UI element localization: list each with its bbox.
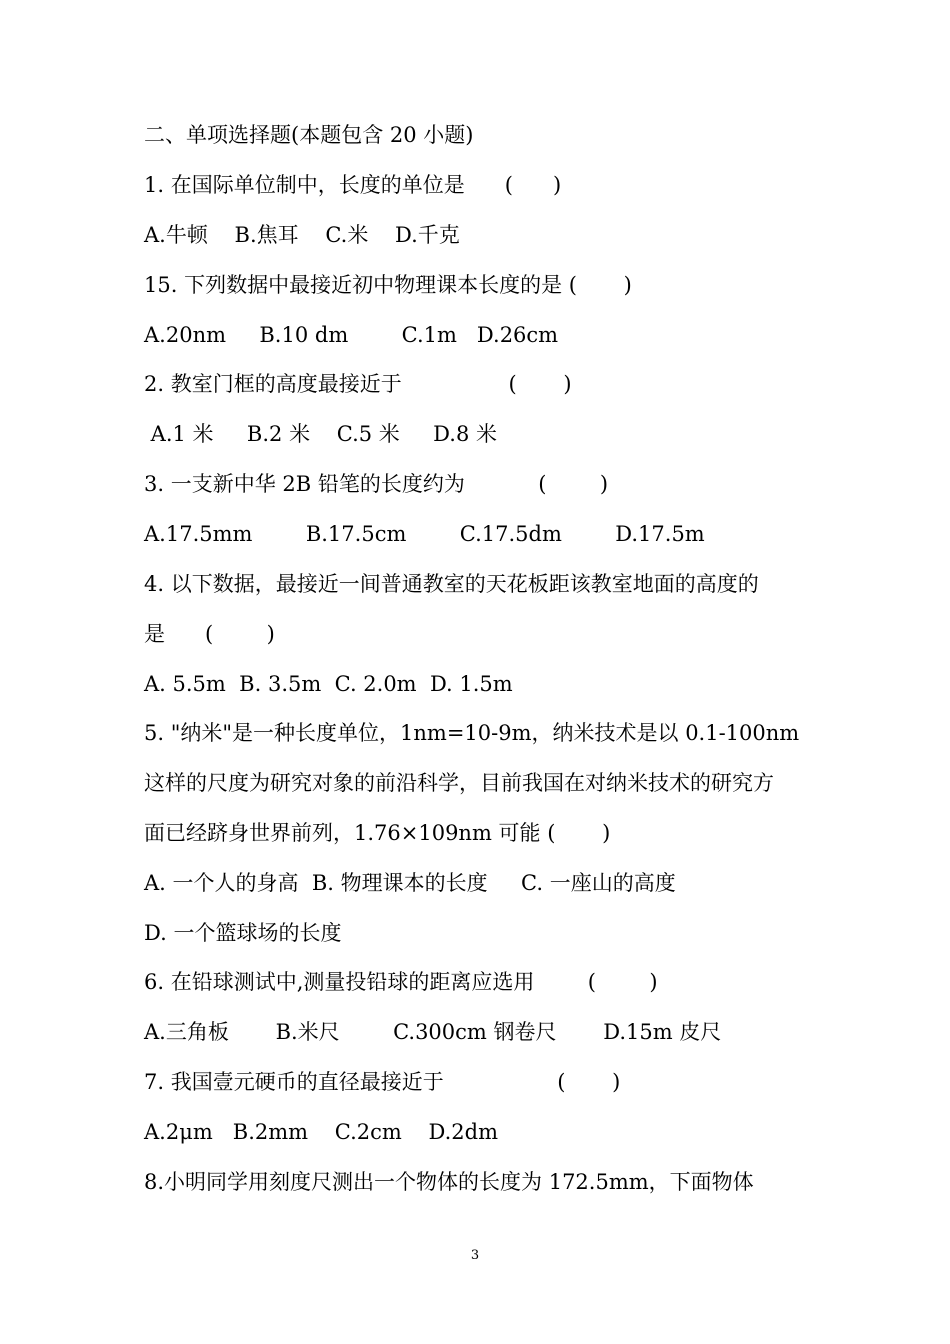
question-4: 4. 以下数据，最接近一间普通教室的天花板距该教室地面的高度的 <box>144 572 759 596</box>
question-1-options: A.牛顿 B.焦耳 C.米 D.千克 <box>144 223 460 247</box>
question-7: 7. 我国壹元硬币的直径最接近于 ( ) <box>144 1070 621 1094</box>
question-5-continued: 这样的尺度为研究对象的前沿科学，目前我国在对纳米技术的研究方 <box>144 771 774 795</box>
question-3: 3. 一支新中华 2B 铅笔的长度约为 ( ) <box>144 472 609 496</box>
question-5-option-d: D. 一个篮球场的长度 <box>144 921 342 945</box>
question-5: 5. "纳米"是一种长度单位，1nm=10-9m，纳米技术是以 0.1-100nm <box>144 721 800 745</box>
question-6-options: A.三角板 B.米尺 C.300cm 钢卷尺 D.15m 皮尺 <box>144 1020 722 1044</box>
question-4-options: A. 5.5m B. 3.5m C. 2.0m D. 1.5m <box>144 672 513 696</box>
question-2: 2. 教室门框的高度最接近于 ( ) <box>144 372 572 396</box>
question-15: 15. 下列数据中最接近初中物理课本长度的是 ( ) <box>144 273 632 297</box>
question-15-options: A.20nm B.10 dm C.1m D.26cm <box>144 323 559 347</box>
question-8: 8.小明同学用刻度尺测出一个物体的长度为 172.5mm，下面物体 <box>144 1170 754 1194</box>
question-2-options: A.1 米 B.2 米 C.5 米 D.8 米 <box>144 422 497 446</box>
question-5-options: A. 一个人的身高 B. 物理课本的长度 C. 一座山的高度 <box>144 871 676 895</box>
question-4-continued: 是 ( ) <box>144 622 275 646</box>
question-7-options: A.2μm B.2mm C.2cm D.2dm <box>144 1120 498 1144</box>
section-heading: 二、单项选择题(本题包含 20 小题) <box>144 123 474 147</box>
question-6: 6. 在铅球测试中,测量投铅球的距离应选用 ( ) <box>144 970 658 994</box>
question-3-options: A.17.5mm B.17.5cm C.17.5dm D.17.5m <box>144 522 705 546</box>
question-5-continued-2: 面已经跻身世界前列，1.76×109nm 可能 ( ) <box>144 821 611 845</box>
question-1: 1. 在国际单位制中，长度的单位是 ( ) <box>144 173 562 197</box>
page-number: 3 <box>470 1248 480 1263</box>
